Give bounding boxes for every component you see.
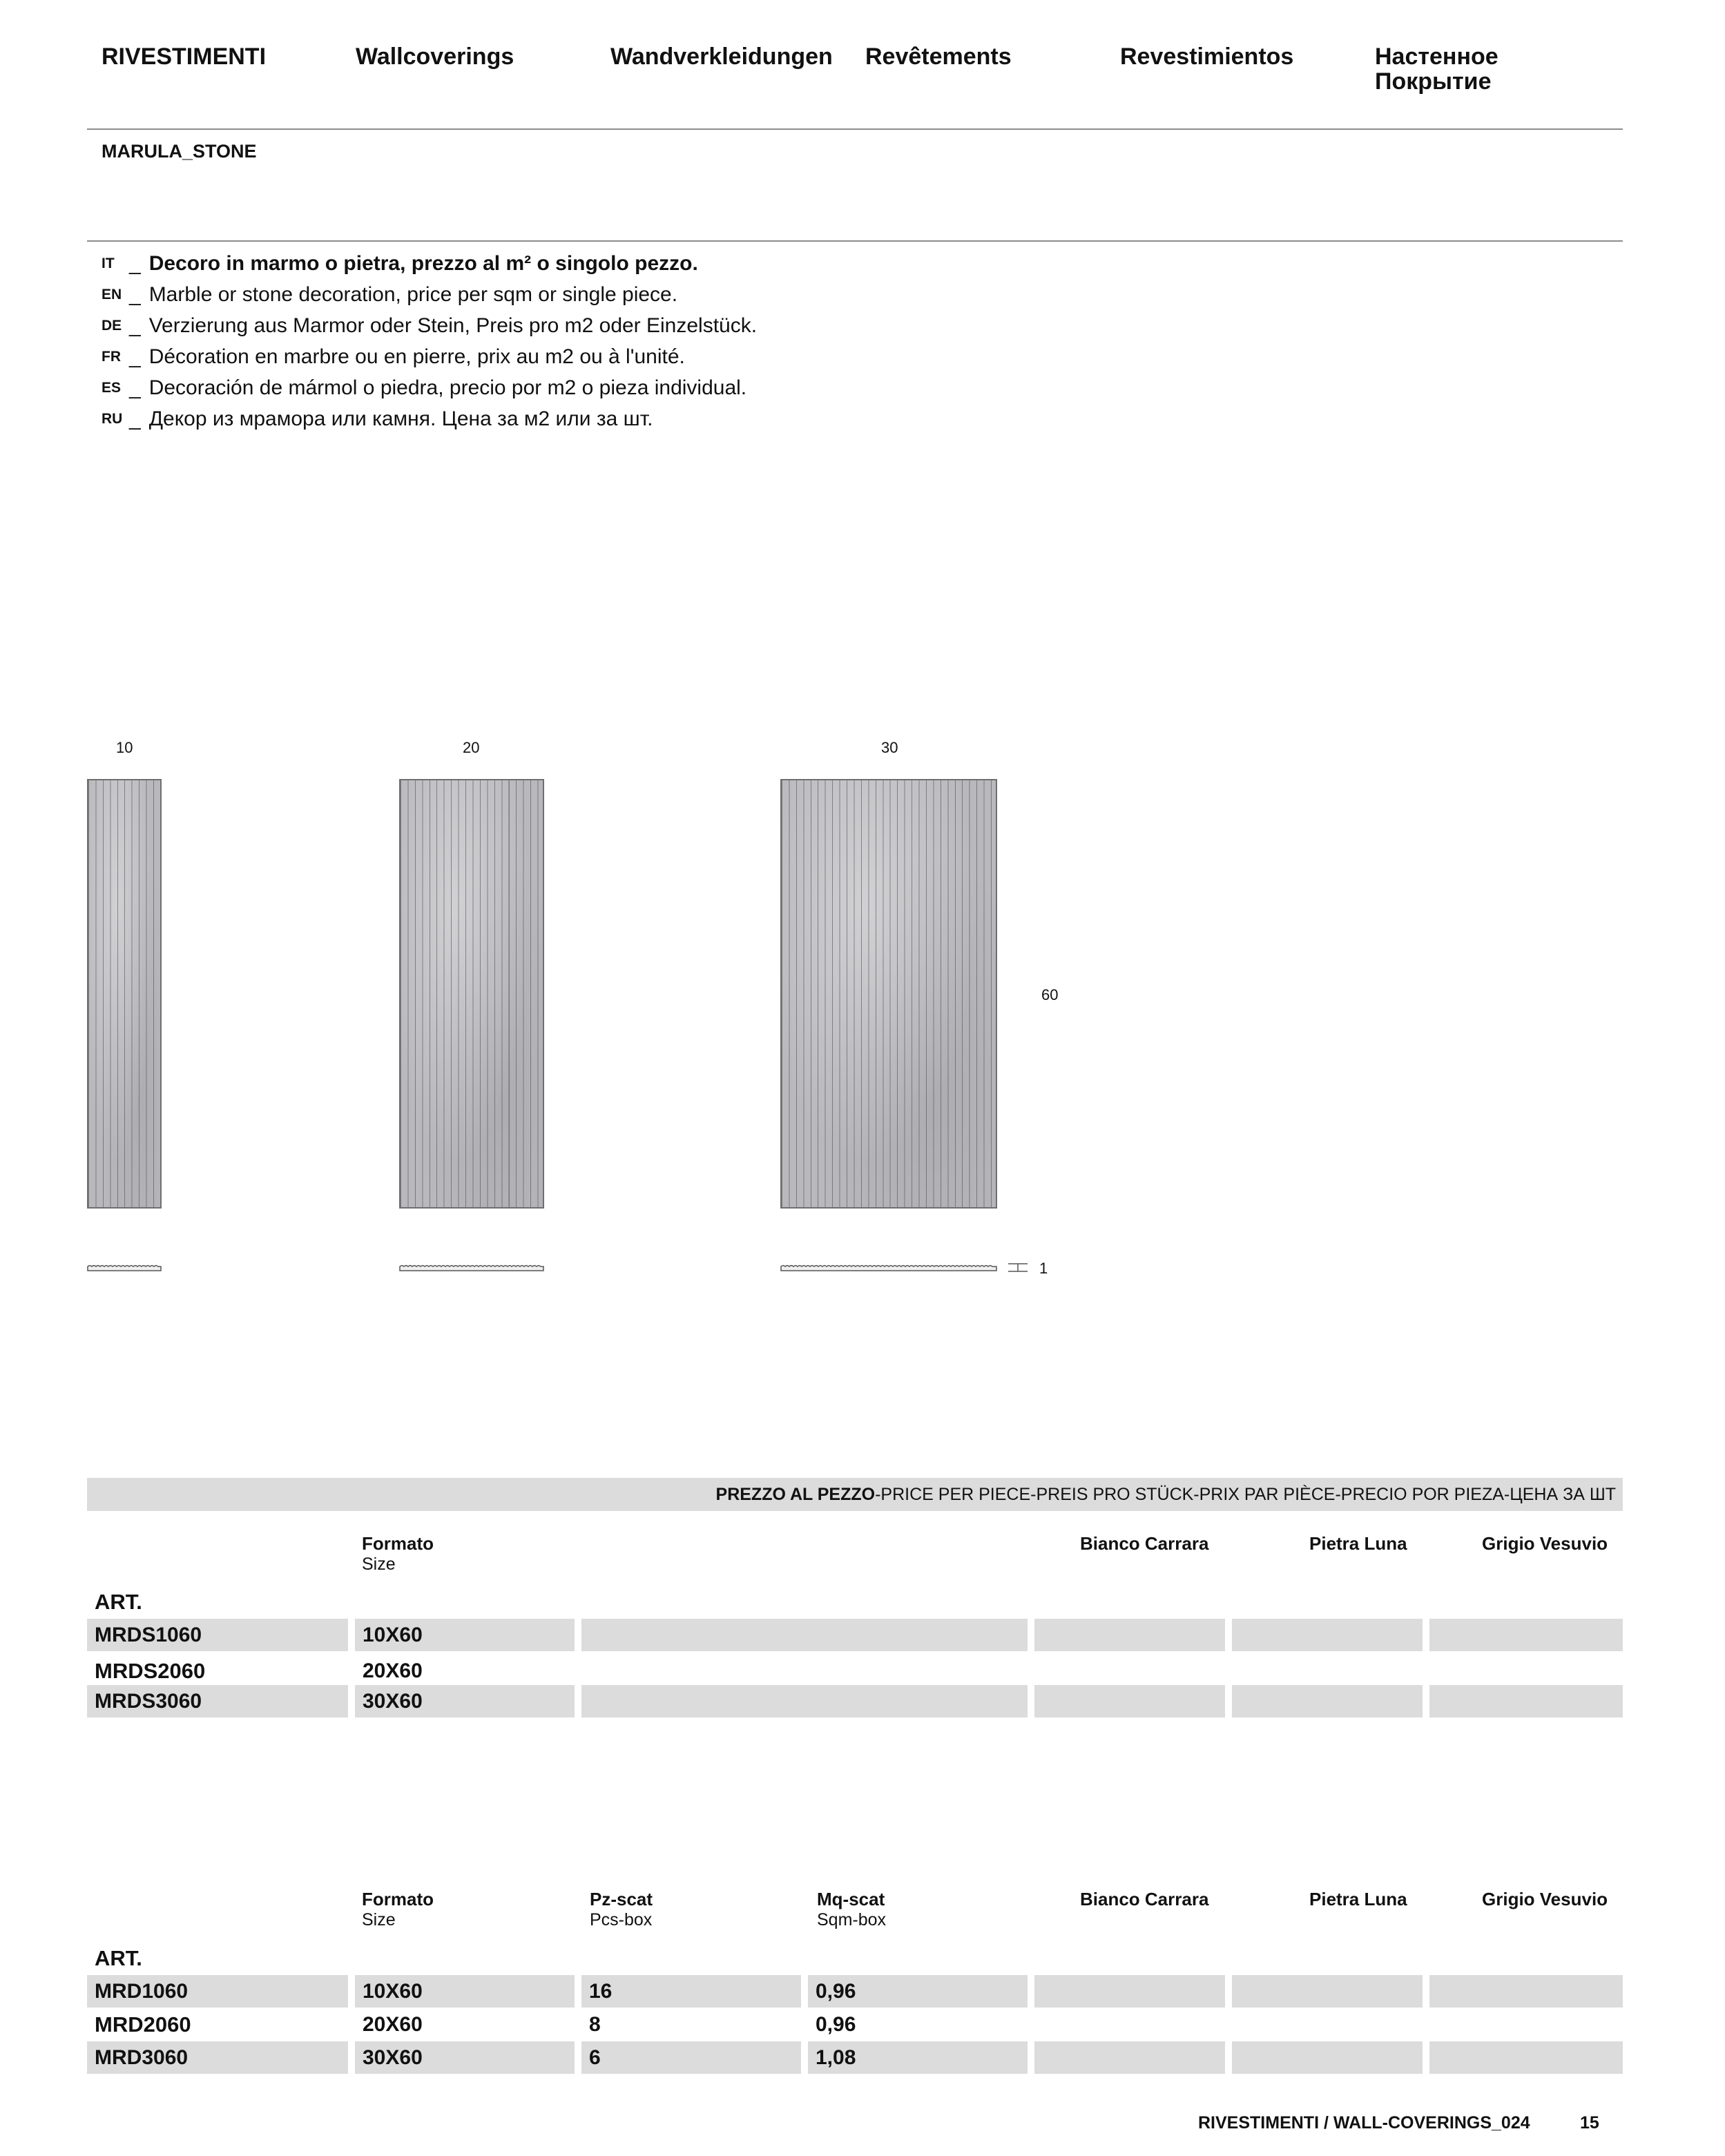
table-cell-art: MRDS3060 (87, 1685, 348, 1717)
table-cell-bianco (1034, 1685, 1225, 1717)
description-text: Marble or stone decoration, price per sqm or single piece. (148, 283, 678, 306)
description-en: EN _ Marble or stone decoration, price per sqm or single piece. (102, 283, 678, 306)
table-cell-art: MRDS1060 (87, 1619, 348, 1651)
table-cell-pietra (1232, 1975, 1423, 2008)
description-fr: FR _ Décoration en marbre ou en pierre, prix au m2 ou à l'unité. (102, 345, 685, 368)
product-name: MARULA_STONE (102, 141, 257, 162)
price-banner (87, 1478, 1623, 1511)
page-number: 15 (1580, 2113, 1599, 2133)
tile-30x60 (780, 779, 997, 1209)
description-de: DE _ Verzierung aus Marmor oder Stein, Preis pro m2 oder Einzelstück. (102, 314, 758, 337)
lang-code: DE (102, 318, 122, 334)
description-text: Décoration en marbre ou en pierre, prix au m2 ou à l'unité. (148, 345, 685, 368)
width-label-10: 10 (116, 739, 133, 756)
table-cell-art: MRD3060 (87, 2041, 348, 2074)
lang-code: IT (102, 256, 115, 271)
footer-section: RIVESTIMENTI / WALL-COVERINGS_024 (1198, 2113, 1530, 2133)
description-es: ES _ Decoración de mármol o piedra, precio por m2 o pieza individual. (102, 376, 747, 399)
table-cell-pcs: 16 (581, 1975, 801, 2008)
table-cell-size: 10X60 (355, 1975, 575, 2008)
table-cell-grigio (1429, 1975, 1623, 2008)
col-grigio-vesuvio: Grigio Vesuvio (1482, 1533, 1608, 1554)
col-formato: Formato Size (362, 1889, 434, 1929)
table-cell-art: MRDS2060 (95, 1659, 206, 1683)
table-cell-sqm: 0,96 (808, 1975, 1028, 2008)
description-it: IT _ Decoro in marmo o pietra, prezzo al m² o singolo pezzo. (102, 252, 698, 275)
header-col-en: Wallcoverings (356, 44, 514, 70)
price-banner-bold: PREZZO AL PEZZO (715, 1485, 876, 1504)
lang-code: EN (102, 287, 122, 302)
height-label: 60 (1041, 986, 1059, 1003)
col-pietra-luna: Pietra Luna (1309, 1533, 1407, 1554)
description-ru: RU _ Декор из мрамора или камня. Цена за м2 или за шт. (102, 407, 653, 430)
header-col-it: RIVESTIMENTI (102, 44, 267, 70)
header-col-ru: Настенное Покрытие (1375, 44, 1498, 95)
col-formato: Formato Size (362, 1533, 434, 1574)
table-cell-pietra (1232, 2041, 1423, 2074)
table-cell-pietra (1232, 1619, 1423, 1651)
description-text: Декор из мрамора или камня. Цена за м2 или за шт. (148, 407, 653, 430)
table-cell-pcs: 8 (589, 2013, 601, 2036)
table-cell-grigio (1429, 1685, 1623, 1717)
tile-10x60 (87, 779, 162, 1209)
profile-20 (399, 1264, 544, 1271)
description-text: Decoro in marmo o pietra, prezzo al m² o singolo pezzo. (148, 252, 698, 275)
col-pietra-luna: Pietra Luna (1309, 1889, 1407, 1909)
table-cell-sqm: 1,08 (808, 2041, 1028, 2074)
header-col-fr: Revêtements (865, 44, 1012, 70)
col-bianco-carrara: Bianco Carrara (1080, 1889, 1209, 1909)
table-cell-size: 30X60 (355, 1685, 575, 1717)
col-bianco-carrara: Bianco Carrara (1080, 1533, 1209, 1554)
table-cell-size: 10X60 (355, 1619, 575, 1651)
lang-code: RU (102, 411, 123, 427)
tile-20x60 (399, 779, 544, 1209)
table-cell-bianco (1034, 1975, 1225, 2008)
description-text: Decoración de mármol o piedra, precio por m2 o pieza individual. (148, 376, 747, 399)
table-cell-grigio (1429, 1619, 1623, 1651)
table-cell-sqm: 0,96 (816, 2013, 856, 2036)
col-pz-scat: Pz-scat Pcs-box (590, 1889, 653, 1929)
table-cell-art: MRD1060 (87, 1975, 348, 2008)
thickness-label: 1 (1039, 1260, 1048, 1277)
table-cell-size: 30X60 (355, 2041, 575, 2074)
section-rule (87, 240, 1623, 242)
lang-code: ES (102, 380, 122, 396)
price-banner-rest: -PRICE PER PIECE-PREIS PRO STÜCK-PRIX PAR PIÈCE-PRECIO POR PIEZA-ЦЕНА ЗА ШТ (875, 1485, 1616, 1504)
table-cell-bianco (1034, 1619, 1225, 1651)
width-label-30: 30 (881, 739, 898, 756)
table-cell-empty (581, 1619, 1028, 1651)
profile-30 (780, 1264, 997, 1271)
profile-10 (87, 1264, 162, 1271)
table-cell-size: 20X60 (363, 2013, 423, 2036)
art-header: ART. (95, 1590, 142, 1614)
col-grigio-vesuvio: Grigio Vesuvio (1482, 1889, 1608, 1909)
thickness-marker (1007, 1261, 1029, 1275)
table-cell-art: MRD2060 (95, 2012, 191, 2037)
header-col-es: Revestimientos (1120, 44, 1294, 70)
table-cell-bianco (1034, 2041, 1225, 2074)
table-cell-size: 20X60 (363, 1659, 423, 1682)
table-cell-grigio (1429, 2041, 1623, 2074)
table-cell-empty (581, 1685, 1028, 1717)
table-cell-pcs: 6 (581, 2041, 801, 2074)
description-text: Verzierung aus Marmor oder Stein, Preis pro m2 oder Einzelstück. (148, 314, 758, 337)
width-label-20: 20 (463, 739, 480, 756)
lang-code: FR (102, 349, 121, 365)
art-header: ART. (95, 1946, 142, 1970)
header-rule (87, 128, 1623, 130)
table-cell-pietra (1232, 1685, 1423, 1717)
col-mq-scat: Mq-scat Sqm-box (817, 1889, 887, 1929)
header-col-de: Wandverkleidungen (610, 44, 833, 70)
